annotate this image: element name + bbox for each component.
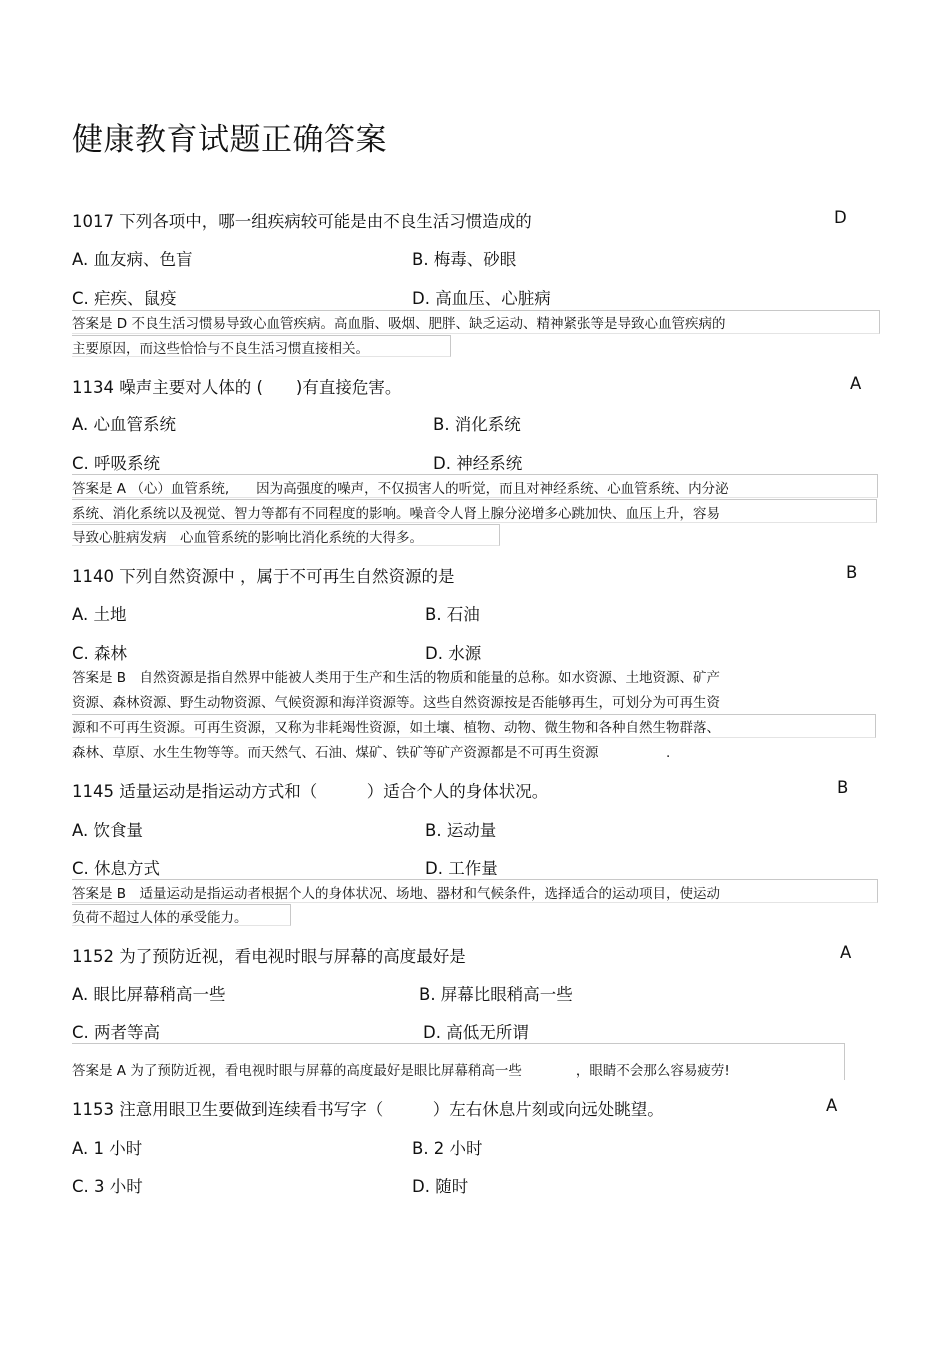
option-a: A. 眼比屏幕稍高一些 xyxy=(72,985,226,1004)
option-b: B. 石油 xyxy=(425,605,480,624)
answer-letter: A xyxy=(840,943,852,962)
option-d: D. 高血压、心脏病 xyxy=(412,289,551,308)
explanation-line: 答案是 A （心）血管系统, 因为高强度的噪声，不仅损害人的听觉，而且对神经系统、心血管系统、内分泌 xyxy=(72,481,729,497)
option-b: B. 2 小时 xyxy=(412,1139,483,1158)
explanation-line: 系统、消化系统以及视觉、智力等都有不同程度的影响。噪音令人肾上腺分泌增多心跳加快、血压上升，容易 xyxy=(72,506,720,522)
option-d: D. 神经系统 xyxy=(433,454,523,473)
option-c: C. 森林 xyxy=(72,644,128,663)
question-stem: 1152 为了预防近视，看电视时眼与屏幕的高度最好是 xyxy=(72,947,466,966)
explanation-line: 答案是 B 适量运动是指运动者根据个人的身体状况、场地、器材和气候条件，选择适合的运动项目，使运动 xyxy=(72,886,721,902)
option-b: B. 运动量 xyxy=(425,821,497,840)
option-c: C. 休息方式 xyxy=(72,859,161,878)
answer-letter: B xyxy=(846,563,858,582)
question-stem-row xyxy=(72,778,862,802)
option-c: C. 3 小时 xyxy=(72,1177,143,1196)
option-c: C. 呼吸系统 xyxy=(72,454,161,473)
option-d: D. 随时 xyxy=(412,1177,469,1196)
answer-letter: A xyxy=(826,1096,838,1115)
explanation-line: 答案是 A 为了预防近视，看电视时眼与屏幕的高度最好是眼比屏幕稍高一些 ，眼睛不会那么容易疲劳! xyxy=(72,1063,730,1079)
question-stem: 1017 下列各项中，哪一组疾病较可能是由不良生活习惯造成的 xyxy=(72,212,532,231)
explanation-line: 森林、草原、水生生物等等。而天然气、石油、煤矿、铁矿等矿产资源都是不可再生资源 . xyxy=(72,745,671,761)
option-a: A. 土地 xyxy=(72,605,127,624)
answer-letter: D xyxy=(834,208,847,227)
option-a: A. 血友病、色盲 xyxy=(72,250,193,269)
explanation-line: 答案是 D 不良生活习惯易导致心血管疾病。高血脂、吸烟、肥胖、缺乏运动、精神紧张等是导致心血管疾病的 xyxy=(72,316,726,332)
option-a: A. 心血管系统 xyxy=(72,415,176,434)
question-stem: 1153 注意用眼卫生要做到连续看书写字（ ）左右休息片刻或向远处眺望。 xyxy=(72,1100,664,1119)
explanation-line: 负荷不超过人体的承受能力。 xyxy=(72,910,248,926)
option-d: D. 工作量 xyxy=(425,859,498,878)
question-stem-row xyxy=(72,1096,862,1120)
question-stem: 1134 噪声主要对人体的 ( )有直接危害。 xyxy=(72,378,402,397)
question-stem-row xyxy=(72,563,862,587)
option-d: D. 高低无所谓 xyxy=(423,1023,529,1042)
explanation-line: 主要原因，而这些恰恰与不良生活习惯直接相关。 xyxy=(72,341,369,357)
answer-letter: A xyxy=(850,374,862,393)
explanation-line: 资源、森林资源、野生动物资源、气候资源和海洋资源等。这些自然资源按是否能够再生，可划分为可再生资 xyxy=(72,695,720,711)
page-title: 健康教育试题正确答案 xyxy=(72,122,387,158)
answer-letter: B xyxy=(837,778,849,797)
option-b: B. 消化系统 xyxy=(433,415,521,434)
question-stem-row xyxy=(72,374,862,398)
option-d: D. 水源 xyxy=(425,644,482,663)
option-c: C. 疟疾、鼠疫 xyxy=(72,289,177,308)
option-a: A. 1 小时 xyxy=(72,1139,143,1158)
option-b: B. 梅毒、砂眼 xyxy=(412,250,517,269)
explanation-line: 导致心脏病发病 心血管系统的影响比消化系统的大得多。 xyxy=(72,530,423,546)
question-stem-row xyxy=(72,943,862,967)
question-stem: 1140 下列自然资源中 ，属于不可再生自然资源的是 xyxy=(72,567,455,586)
option-c: C. 两者等高 xyxy=(72,1023,161,1042)
option-b: B. 屏幕比眼稍高一些 xyxy=(419,985,573,1004)
option-a: A. 饮食量 xyxy=(72,821,143,840)
explanation-line: 答案是 B 自然资源是指自然界中能被人类用于生产和生活的物质和能量的总称。如水资源、土地资源、矿产 xyxy=(72,670,721,686)
explanation-line: 源和不可再生资源。可再生资源，又称为非耗竭性资源，如土壤、植物、动物、微生物和各种自然生物群落、 xyxy=(72,720,720,736)
question-stem: 1145 适量运动是指运动方式和（ ）适合个人的身体状况。 xyxy=(72,782,549,801)
question-stem-row xyxy=(72,208,850,232)
